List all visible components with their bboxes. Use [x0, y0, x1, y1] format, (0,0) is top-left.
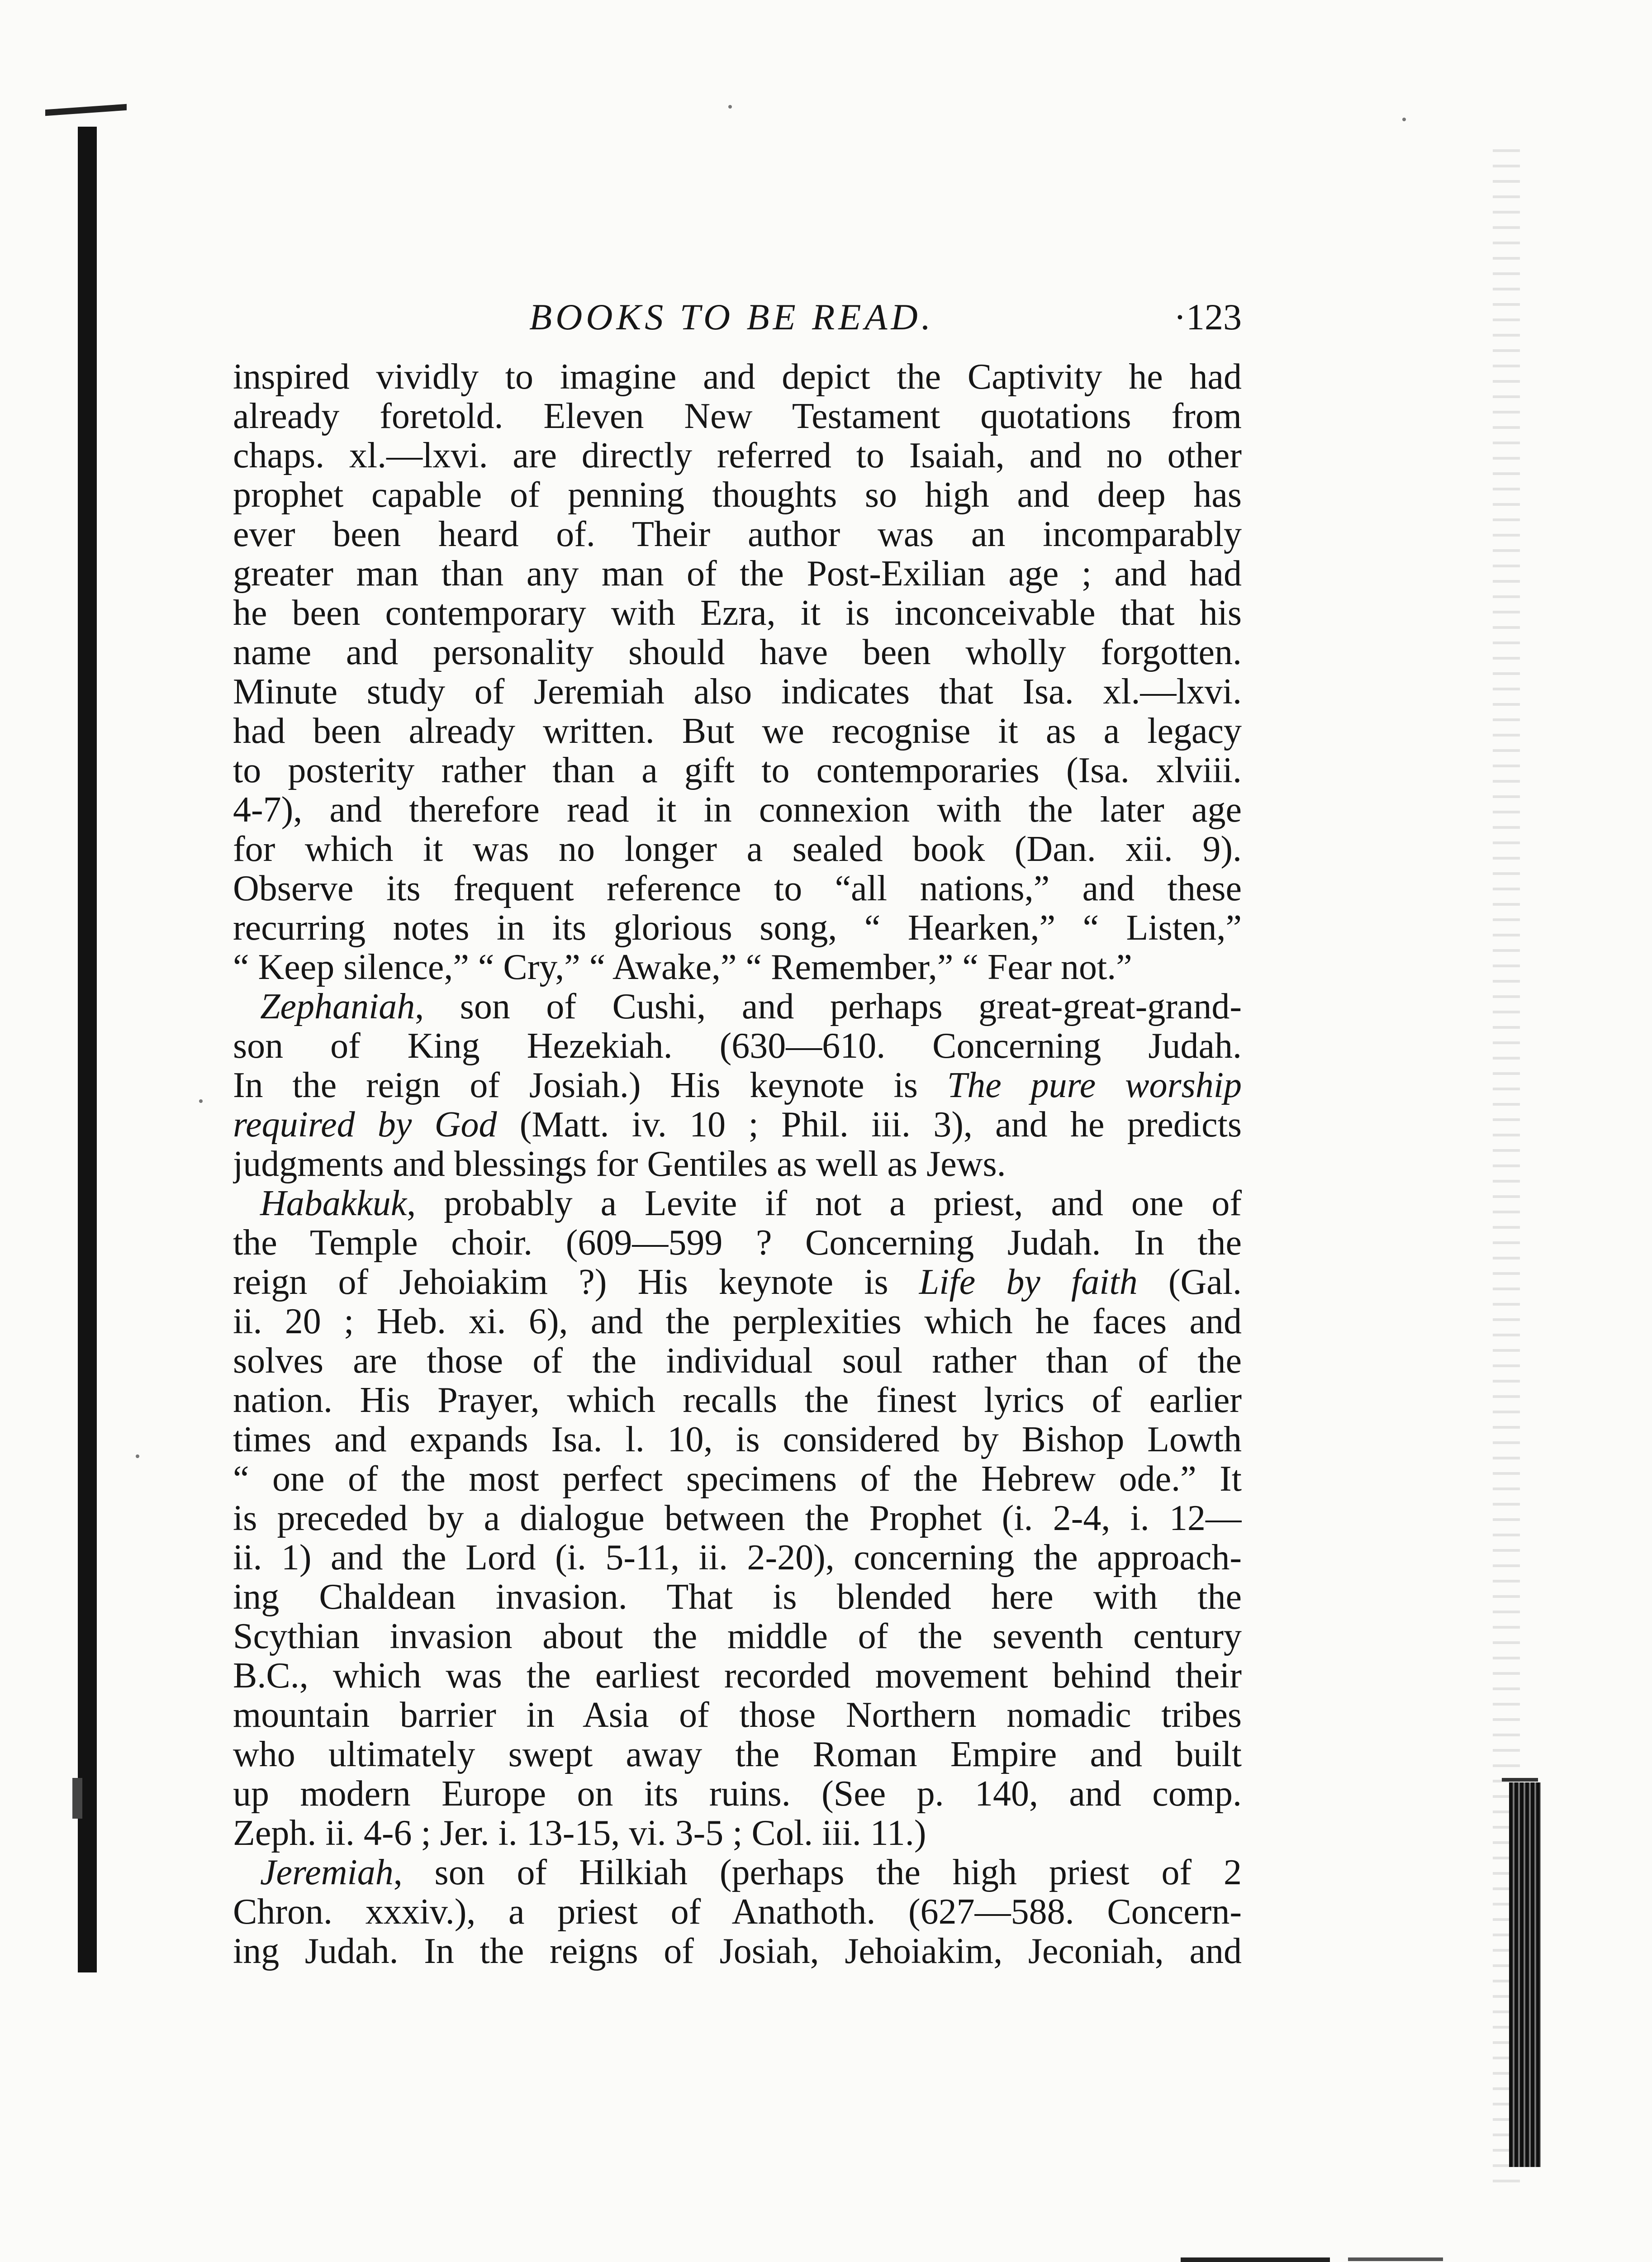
text-line: who ultimately swept away the Roman Empire and built	[233, 1735, 1242, 1774]
text-line: inspired vividly to imagine and depict the Captivity he had	[233, 357, 1242, 397]
scan-speck	[199, 1099, 203, 1103]
running-head: BOOKS TO BE READ.	[529, 296, 935, 337]
scan-speck	[1402, 118, 1406, 121]
text-line: Chron. xxxiv.), a priest of Anathoth. (627—588. Concern-	[233, 1892, 1242, 1932]
text-line: for which it was no longer a sealed book (Dan. xii. 9).	[233, 830, 1242, 869]
binding-shadow	[78, 127, 97, 1972]
text-line: Zephaniah, son of Cushi, and perhaps great-great-grand-	[260, 987, 1242, 1026]
text-line: to posterity rather than a gift to contemporaries (Isa. xlviii.	[233, 751, 1242, 790]
text-line: judgments and blessings for Gentiles as well as Jews.	[233, 1145, 1006, 1184]
text-line: had been already written. But we recognise it as a legacy	[233, 712, 1242, 751]
text-line: required by God (Matt. iv. 10 ; Phil. iii. 3), and he predicts	[233, 1105, 1242, 1145]
bottom-rule-secondary	[1348, 2257, 1443, 2261]
binding-edge-top	[45, 104, 127, 116]
text-line: “ Keep silence,” “ Cry,” “ Awake,” “ Remember,” “ Fear not.”	[233, 948, 1132, 987]
text-line: name and personality should have been wholly forgotten.	[233, 633, 1242, 672]
text-line: ever been heard of. Their author was an incomparably	[233, 515, 1242, 554]
page-edge-line	[1502, 1778, 1538, 1782]
italic-keynote: The pure worship	[947, 1066, 1242, 1105]
text-line: ing Chaldean invasion. That is blended here with the	[233, 1578, 1242, 1617]
text-line: In the reign of Josiah.) His keynote is The pure worship	[233, 1066, 1242, 1105]
italic-name: Jeremiah	[260, 1853, 394, 1892]
text-line: ii. 1) and the Lord (i. 5-11, ii. 2-20), concerning the approach-	[233, 1538, 1242, 1578]
scan-speck	[136, 1454, 139, 1458]
text-line: recurring notes in its glorious song, “ Hearken,” “ Listen,”	[233, 908, 1242, 948]
page-number: ·123	[1173, 296, 1242, 337]
text-line: “ one of the most perfect specimens of the Hebrew ode.” It	[233, 1459, 1242, 1499]
text-line: Habakkuk, probably a Levite if not a priest, and one of	[260, 1184, 1242, 1223]
text-line: Scythian invasion about the middle of the seventh century	[233, 1617, 1242, 1656]
text-line: chaps. xl.—lxvi. are directly referred to Isaiah, and no other	[233, 436, 1242, 475]
text-line: reign of Jehoiakim ?) His keynote is Life by faith (Gal.	[233, 1263, 1242, 1302]
text-line: B.C., which was the earliest recorded movement behind their	[233, 1656, 1242, 1696]
text-line: up modern Europe on its ruins. (See p. 140, and comp.	[233, 1774, 1242, 1814]
text-line: Jeremiah, son of Hilkiah (perhaps the high priest of 2	[260, 1853, 1242, 1892]
italic-keynote: required by God	[233, 1105, 497, 1145]
text-line: greater man than any man of the Post-Exilian age ; and had	[233, 554, 1242, 594]
text-line: Zeph. ii. 4-6 ; Jer. i. 13-15, vi. 3-5 ; Col. iii. 11.)	[233, 1814, 926, 1853]
page-edge-dark	[1509, 1782, 1541, 2167]
text-line: son of King Hezekiah. (630—610. Concerning Judah.	[233, 1026, 1242, 1066]
italic-name: Zephaniah	[260, 987, 415, 1026]
text-line: is preceded by a dialogue between the Prophet (i. 2-4, i. 12—	[233, 1499, 1242, 1538]
text-line: nation. His Prayer, which recalls the finest lyrics of earlier	[233, 1381, 1242, 1420]
bottom-rule	[1181, 2257, 1330, 2262]
scan-speck	[728, 105, 732, 109]
text-line: mountain barrier in Asia of those Northern nomadic tribes	[233, 1696, 1242, 1735]
body-text	[233, 357, 1242, 1971]
text-line: ing Judah. In the reigns of Josiah, Jehoiakim, Jeconiah, and	[233, 1932, 1242, 1971]
text-line: Minute study of Jeremiah also indicates that Isa. xl.—lxvi.	[233, 672, 1242, 712]
text-line: prophet capable of penning thoughts so high and deep has	[233, 475, 1242, 515]
text-line: the Temple choir. (609—599 ? Concerning Judah. In the	[233, 1223, 1242, 1263]
page-header	[233, 290, 1242, 344]
italic-name: Habakkuk	[260, 1184, 407, 1223]
text-line: solves are those of the individual soul rather than of the	[233, 1341, 1242, 1381]
text-line: times and expands Isa. l. 10, is considered by Bishop Lowth	[233, 1420, 1242, 1459]
text-line: 4-7), and therefore read it in connexion with the later age	[233, 790, 1242, 830]
text-line: he been contemporary with Ezra, it is inconceivable that his	[233, 594, 1242, 633]
text-line: already foretold. Eleven New Testament quotations from	[233, 397, 1242, 436]
text-line: Observe its frequent reference to “all nations,” and these	[233, 869, 1242, 908]
binding-mark	[72, 1778, 82, 1819]
text-line: ii. 20 ; Heb. xi. 6), and the perplexities which he faces and	[233, 1302, 1242, 1341]
italic-keynote: Life by faith	[919, 1263, 1138, 1302]
